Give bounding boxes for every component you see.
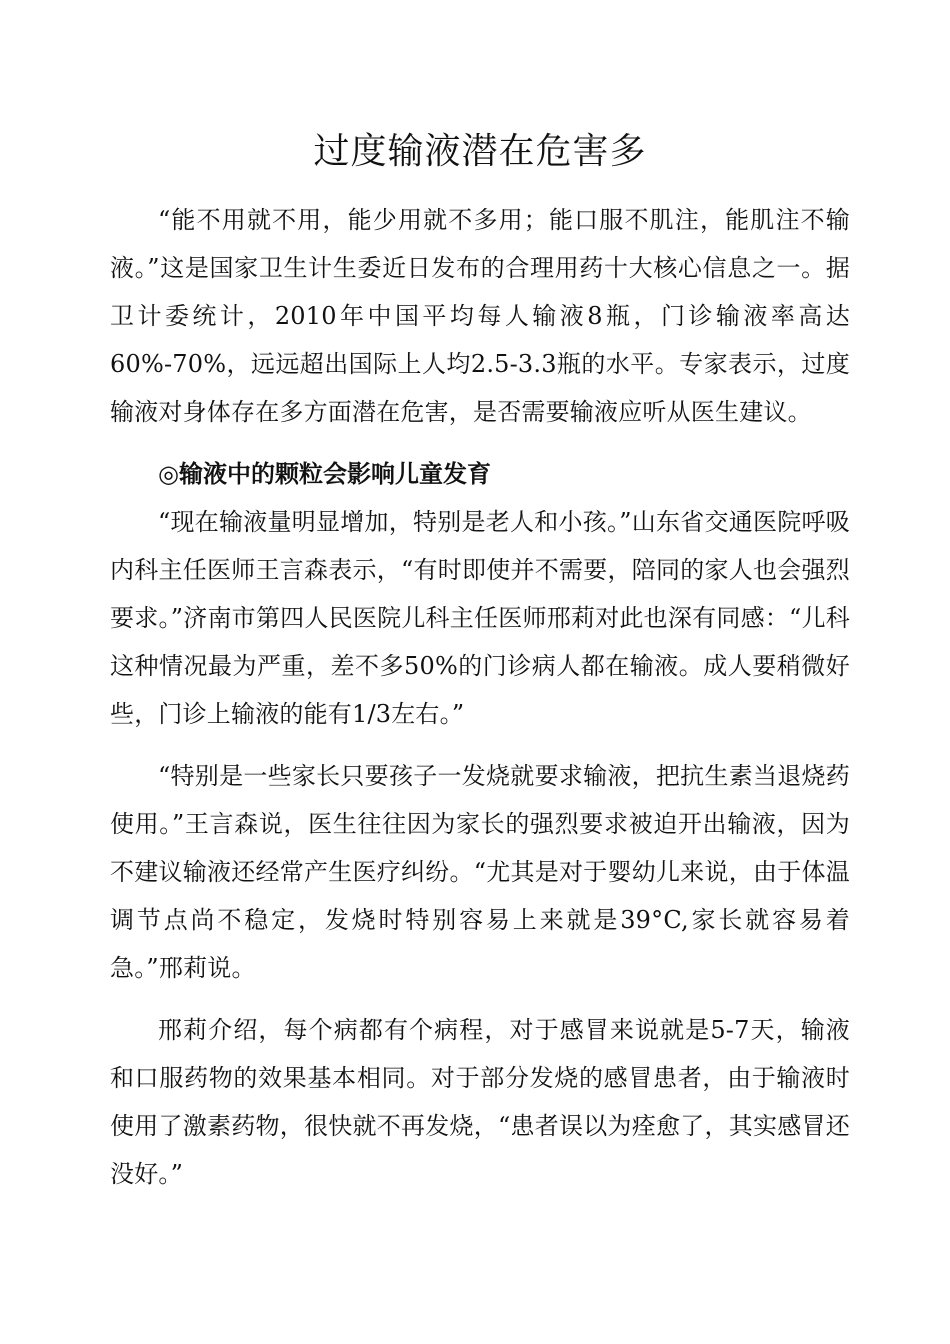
- section-paragraph-2: “特别是一些家长只要孩子一发烧就要求输液，把抗生素当退烧药使用。”王言森说，医生往往因为家长的强烈要求被迫开出输液，因为不建议输液还经常产生医疗纠纷。“尤其是对于婴幼儿来说，由于体温调节点尚不稳定，发烧时特别容易上来就是39°C,家长就容易着急。”邢莉说。: [110, 762, 850, 982]
- intro-paragraph: “能不用就不用，能少用就不多用；能口服不肌注，能肌注不输液。”这是国家卫生计生委近日发布的合理用药十大核心信息之一。据卫计委统计，2010年中国平均每人输液8瓶，门诊输液率高达60%-70%，远远超出国际上人均2.5-3.3瓶的水平。专家表示，过度输液对身体存在多方面潜在危害，是否需要输液应听从医生建议。: [110, 206, 850, 426]
- document-page: [110, 120, 850, 1198]
- section-paragraph-3: 邢莉介绍，每个病都有个病程，对于感冒来说就是5-7天，输液和口服药物的效果基本相同。对于部分发烧的感冒患者，由于输液时使用了激素药物，很快就不再发烧，“患者误以为痊愈了，其实感冒还没好。”: [110, 1016, 850, 1188]
- section-paragraph-1: “现在输液量明显增加，特别是老人和小孩。”山东省交通医院呼吸内科主任医师王言森表示，“有时即使并不需要，陪同的家人也会强烈要求。”济南市第四人民医院儿科主任医师邢莉对此也深有同感：“儿科这种情况最为严重，差不多50%的门诊病人都在输液。成人要稍微好些，门诊上输液的能有1/3左右。”: [110, 508, 850, 728]
- document-title: 过度输液潜在危害多: [313, 131, 647, 172]
- section-heading: ◎输液中的颗粒会影响儿童发育: [158, 459, 491, 488]
